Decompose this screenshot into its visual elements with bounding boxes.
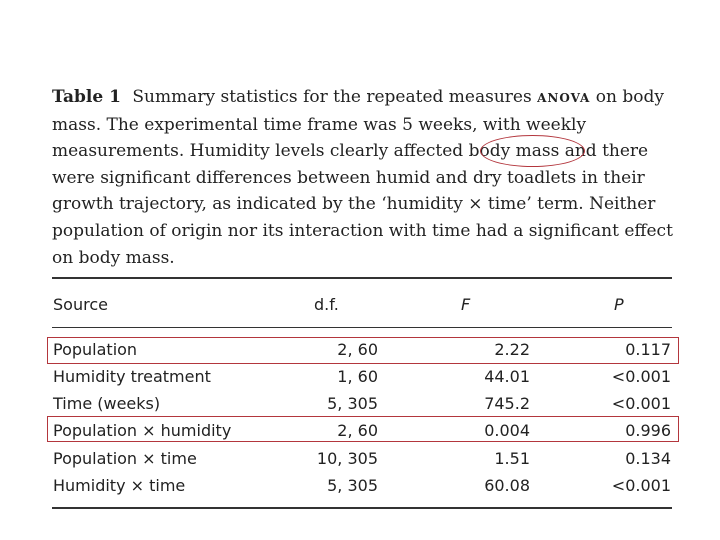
row-p: 0.996 xyxy=(625,421,671,440)
row-f: 745.2 xyxy=(484,394,530,413)
caption-anova: ANOVA xyxy=(537,91,591,105)
caption-text-after: on body mass. The experimental time frame was 5 weeks, with weekly measurements. Humidity levels clearly affected body mass and there were significant differences between humid and dry toadlets in their growth trajectory, as indicated by the ‘humidity × time’ term. Neither population of origin nor its interaction with time had a significant effect on body mass. xyxy=(52,87,673,268)
header-source: Source xyxy=(53,295,108,314)
header-p: P xyxy=(614,295,624,314)
row-f: 0.004 xyxy=(484,421,530,440)
row-f: 44.01 xyxy=(484,367,530,386)
row-p: <0.001 xyxy=(611,394,671,413)
row-source: Population × humidity xyxy=(53,421,232,440)
table-caption xyxy=(52,84,692,271)
row-f: 1.51 xyxy=(494,449,530,468)
population-row-highlight-box xyxy=(47,337,679,364)
row-source: Time (weeks) xyxy=(53,394,161,413)
row-df: 10, 305 xyxy=(316,449,378,468)
row-p: <0.001 xyxy=(611,367,671,386)
row-p: 0.134 xyxy=(625,449,671,468)
row-source: Humidity × time xyxy=(53,476,186,495)
row-p: <0.001 xyxy=(611,476,671,495)
body-mass-highlight-ellipse xyxy=(480,135,585,167)
row-df: 5, 305 xyxy=(327,476,378,495)
row-df: 2, 60 xyxy=(337,421,378,440)
caption-text-before: Summary statistics for the repeated measures xyxy=(132,87,532,107)
table-header-rule xyxy=(52,327,672,328)
row-df: 1, 60 xyxy=(337,367,378,386)
row-f: 2.22 xyxy=(494,340,530,359)
row-df: 2, 60 xyxy=(337,340,378,359)
row-source: Population xyxy=(53,340,138,359)
population-humidity-row-highlight-box xyxy=(47,416,679,442)
table-label: Table 1 xyxy=(52,87,121,107)
table-bottom-rule xyxy=(52,507,672,509)
table-top-rule xyxy=(52,277,672,279)
row-source: Population × time xyxy=(53,449,197,468)
row-p: 0.117 xyxy=(625,340,671,359)
row-df: 5, 305 xyxy=(327,394,378,413)
header-f: F xyxy=(461,295,471,314)
row-source: Humidity treatment xyxy=(53,367,211,386)
row-f: 60.08 xyxy=(484,476,530,495)
header-df: d.f. xyxy=(314,295,339,314)
